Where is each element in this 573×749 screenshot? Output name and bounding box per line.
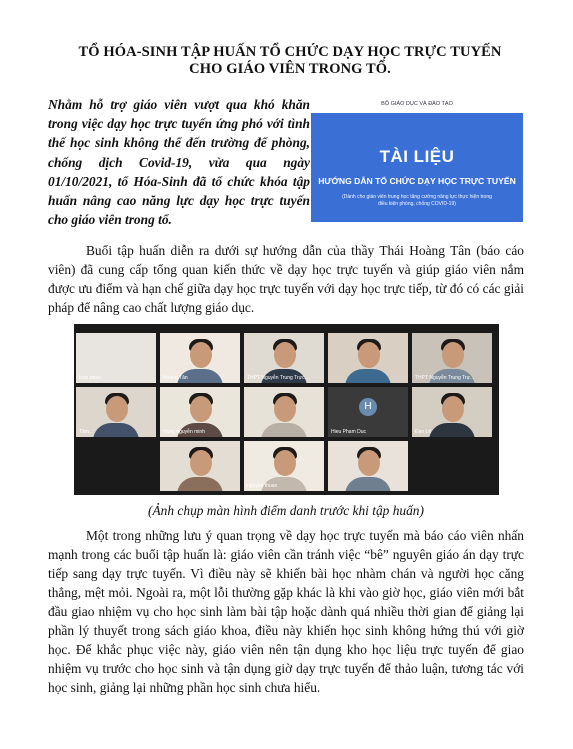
participant-tile (328, 333, 408, 383)
participant-tile (160, 333, 240, 383)
participant-tile (160, 441, 240, 491)
participant-tile (412, 387, 492, 437)
participant-name: loan phan (79, 375, 101, 381)
participant-tile (244, 333, 324, 383)
participant-tile (76, 387, 156, 437)
document-cover-image (311, 96, 523, 222)
video-call-screenshot (74, 324, 499, 495)
banner-title: TÀI LIỆU (379, 147, 455, 166)
participant-tile (160, 387, 240, 437)
participant-name: THPT Nguyễn Trung Trự... (415, 375, 475, 381)
body-paragraph-2: Một trong những lưu ý quan trọng về dạy học trực tuyến mà báo cáo viên nhấn mạnh trong các buổi tập huấn là: giáo viên cần tránh việc “bê” nguyên giáo án dạy trực tiếp sang dạy trực tuyến. Vì điều này sẽ khiến bài học nhàm chán và người học căng thẳng, mệt mỏi. Ngoài ra, một lỗi thường gặp khác là khi vào giờ học, giáo viên mới bắt đầu giao nhiệm vụ cho học sinh làm bài tập hoặc dành quá nhiều thời gian để giảng lại phần lý thuyết trong sách giáo khoa, điều này khiến học sinh không hứng thú với giờ học. Để khắc phục việc này, giáo viên nên tận dụng kho học liệu trực tuyến để giao nhiệm vụ trước cho học sinh và tận dụng giờ dạy trực tuyến để thảo luận, tương tác với học sinh, giảng lại những phần học sinh chưa hiểu. (48, 528, 524, 695)
participant-avatar: H (359, 398, 377, 416)
participant-name: Hieu Pham Duc (331, 429, 367, 435)
participant-name: Tâm... (79, 429, 94, 435)
participant-name: Hoàng Tân (163, 375, 188, 381)
participant-name: Đan Lê (415, 429, 432, 435)
banner-body (311, 113, 523, 222)
participant-name: THPT Nguyễn Trung Trực ... (247, 375, 310, 381)
participant-tile (328, 441, 408, 491)
banner-note: (Dành cho giáo viên trung học tăng cường năng lực thực hiện trong điều kiện phòng, chống COVID-19) (342, 194, 492, 207)
banner-ministry: BỘ GIÁO DỤC VÀ ĐÀO TẠO (311, 96, 523, 113)
participant-tile (76, 333, 156, 383)
intro-paragraph: Nhằm hỗ trợ giáo viên vượt qua khó khăn trong việc dạy học trực tuyến ứng phó với tình thế học sinh không thể đến trường để phòng, chống dịch Covid-19, vừa qua ngày 01/10/2021, tổ Hóa-Sinh đã tổ chức khóa tập huấn nâng cao năng lực dạy học trực tuyến cho giáo viên trong tổ. (48, 97, 310, 228)
participant-tile (244, 441, 324, 491)
participant-name: Hùng nguyễn minh (163, 429, 205, 435)
body-paragraph-1: Buổi tập huấn diễn ra dưới sự hướng dẫn của thầy Thái Hoàng Tân (báo cáo viên) đã cung cấp tổng quan kiến thức về dạy học trực tuyến và giúp giáo viên nắm được ưu điểm và hạn chế giữa dạy học trực tuyến với dạy học trực tiếp, từ đó có các giải pháp để nâng cao chất lượng giáo dục. (48, 243, 524, 315)
participant-tile (244, 387, 324, 437)
participant-tile (412, 333, 492, 383)
banner-subtitle: HƯỚNG DẪN TỔ CHỨC DẠY HỌC TRỰC TUYẾN (318, 176, 516, 186)
article-title (40, 44, 540, 78)
image-caption: (Ảnh chụp màn hình điểm danh trước khi tập huấn) (148, 503, 424, 518)
participant-name: nguyen thuan (247, 483, 278, 489)
title-line-1: TỔ HÓA-SINH TẬP HUẤN TỔ CHỨC DẠY HỌC TRỰC TUYẾN (78, 44, 502, 60)
title-line-2: CHO GIÁO VIÊN TRONG TỔ. (189, 61, 391, 77)
participant-tile (328, 387, 408, 437)
